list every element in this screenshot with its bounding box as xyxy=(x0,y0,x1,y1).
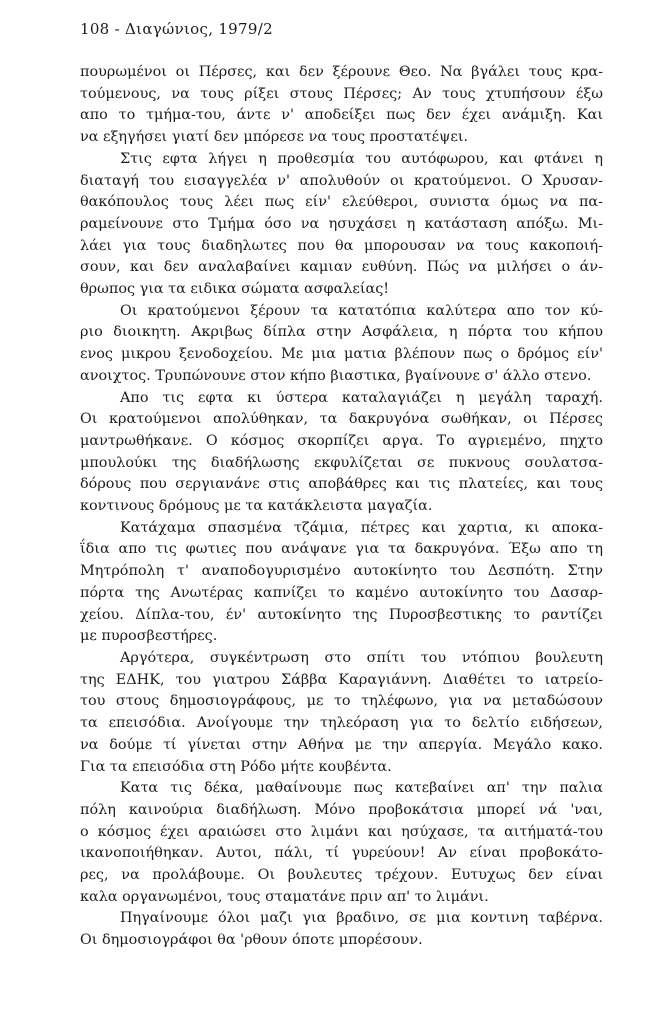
text-line: Απο τις εφτα κι ύστερα καταλαγιάζει η μεγάλη ταραχή. xyxy=(120,389,603,406)
text-line: σουν, και δεν αναλαβαίνει καμιαν ευθύνη. Πώς να μιλήσει ο άν- xyxy=(80,259,603,276)
text-line: Πηγαίνουμε όλοι μαζι για βραδινο, σε μια κοντινη ταβέρνα. xyxy=(120,910,603,927)
paragraph xyxy=(80,518,603,648)
text-line: ενος μικρου ξενοδοχείου. Με μια ματια βλέπουν πως ο δρόμος είν' xyxy=(80,346,603,363)
paragraph xyxy=(80,62,603,149)
paragraph xyxy=(80,908,603,951)
text-line: δόρους που σεργιανάνε στις αποβάθρες και τις πλατείες, και τους xyxy=(80,476,603,493)
text-line: Οι κρατούμενοι ξέρουν τα κατατόπια καλύτερα απο τον κύ- xyxy=(120,302,603,319)
text-line: ανοιχτος. Τρυπώνουνε στον κήπο βιαστικα, βγαίνουνε σ' άλλο στενο. xyxy=(80,367,592,384)
text-line: Οι κρατούμενοι απολύθηκαν, τα δακρυγόνα σωθήκαν, οι Πέρσες xyxy=(80,411,603,428)
text-line: θρωπος για τα ειδικα σώματα ασφαλείας! xyxy=(80,281,390,298)
text-line: Μητρόπολη τ' αναποδογυρισμένο αυτοκίνητο του Δεσπότη. Στην xyxy=(80,563,603,580)
paragraph xyxy=(80,388,603,518)
text-line: ραμείνουνε στο Τμήμα όσο να ησυχάσει η κατάσταση απόξω. Μι- xyxy=(80,215,603,232)
text-line: με πυροσβεστήρες. xyxy=(80,628,218,645)
text-line: μπουλούκι της διαδήλωσης εκφυλίζεται σε πυκνους σουλατσα- xyxy=(80,454,603,471)
text-line: κοντινους δρόμους με τα κατάκλειστα μαγαζία. xyxy=(80,498,433,515)
text-line: ριο διοικητη. Ακριβως δίπλα στην Ασφάλεια, η πόρτα του κήπου xyxy=(80,324,603,341)
text-line: πόρτα της Ανωτέρας καπνίζει το καμένο αυτοκίνητο του Δασαρ- xyxy=(80,584,603,601)
text-line: Κατα τις δέκα, μαθαίνουμε πως κατεβαίνει απ' την παλια xyxy=(120,780,603,797)
text-line: να εξηγήσει γιατί δεν μπόρεσε να τους προστατέψει. xyxy=(80,129,469,146)
text-line: του στους δημοσιογράφους, με το τηλέφωνο, για να μεταδώσουν xyxy=(80,693,603,710)
text-line: τούμενους, να τους ρίξει στους Πέρσες; Αν τους χτυπήσουν έξω xyxy=(80,85,603,102)
paragraph xyxy=(80,149,603,301)
text-line: τα επεισόδια. Ανοίγουμε την τηλεόραση για το δελτίο ειδήσεων, xyxy=(80,715,603,732)
text-line: Κατάχαμα σπασμένα τζάμια, πέτρες και χαρτια, κι αποκα- xyxy=(120,519,603,536)
text-line: λάει για τους διαδηλωτες που θα μπορουσαν να τους κακοποιή- xyxy=(80,237,603,254)
text-line: ο κόσμος έχει αραιώσει στο λιμάνι και ησύχασε, τα αιτήματά-του xyxy=(80,823,603,840)
text-line: πουρωμένοι οι Πέρσες, και δεν ξέρουνε Θεο. Να βγάλει τους κρα- xyxy=(80,64,603,80)
text-line: ΐδια απο τις φωτιες που ανάψανε για τα δακρυγόνα. Έξω απο τη xyxy=(80,541,603,558)
body-text xyxy=(80,62,603,952)
text-line: της ΕΔΗΚ, του γιατρου Σάββα Καραγιάννη. Διαθέτει το ιατρείο- xyxy=(80,671,603,688)
text-line: Στις εφτα λήγει η προθεσμία του αυτόφωρου, και φτάνει η xyxy=(120,150,603,167)
text-line: απο το τμήμα-του, άντε ν' αποδείξει πως δεν έχει ανάμιξη. Και xyxy=(80,107,603,124)
text-line: καλα οργανωμένοι, τους σταματάνε πριν απ' το λιμάνι. xyxy=(80,888,489,905)
text-line: Για τα επεισόδια στη Ρόδο μήτε κουβέντα. xyxy=(80,758,392,775)
text-line: Αργότερα, συγκέντρωση στο σπίτι του ντόπιου βουλευτη xyxy=(120,649,603,666)
text-line: να δούμε τί γίνεται στην Αθήνα με την απεργία. Μεγάλο κακο. xyxy=(80,736,603,753)
paragraph xyxy=(80,301,603,388)
text-line: ρες, να προλάβουμε. Οι βουλευτες τρέχουν. Ευτυχως δεν είναι xyxy=(80,867,603,884)
text-line: θακόπουλος τους λέει πως είν' ελεύθεροι, συνιστα όμως να πα- xyxy=(80,194,603,211)
text-line: Οι δημοσιογράφοι θα 'ρθουν όποτε μπορέσουν. xyxy=(80,932,423,949)
text-line: μαντρωθήκανε. Ο κόσμος σκορπίζει αργα. Το αγριεμένο, πηχτο xyxy=(80,432,603,449)
text-line: χείου. Δίπλα-του, έν' αυτοκίνητο της Πυροσβεστικης το ραντίζει xyxy=(80,606,603,623)
running-head: 108 - Διαγώνιος, 1979/2 xyxy=(80,20,273,38)
text-line: διαταγή του εισαγγελέα ν' απολυθούν οι κρατούμενοι. Ο Χρυσαν- xyxy=(80,172,603,189)
text-line: ικανοποιήθηκαν. Αυτοι, πάλι, τί γυρεύουν! Αν είναι προβοκάτο- xyxy=(80,845,603,862)
text-line: πόλη καινούρια διαδήλωση. Μόνο προβοκάτσια μπορεί νά 'ναι, xyxy=(80,801,603,818)
paragraph xyxy=(80,778,603,908)
paragraph xyxy=(80,648,603,778)
